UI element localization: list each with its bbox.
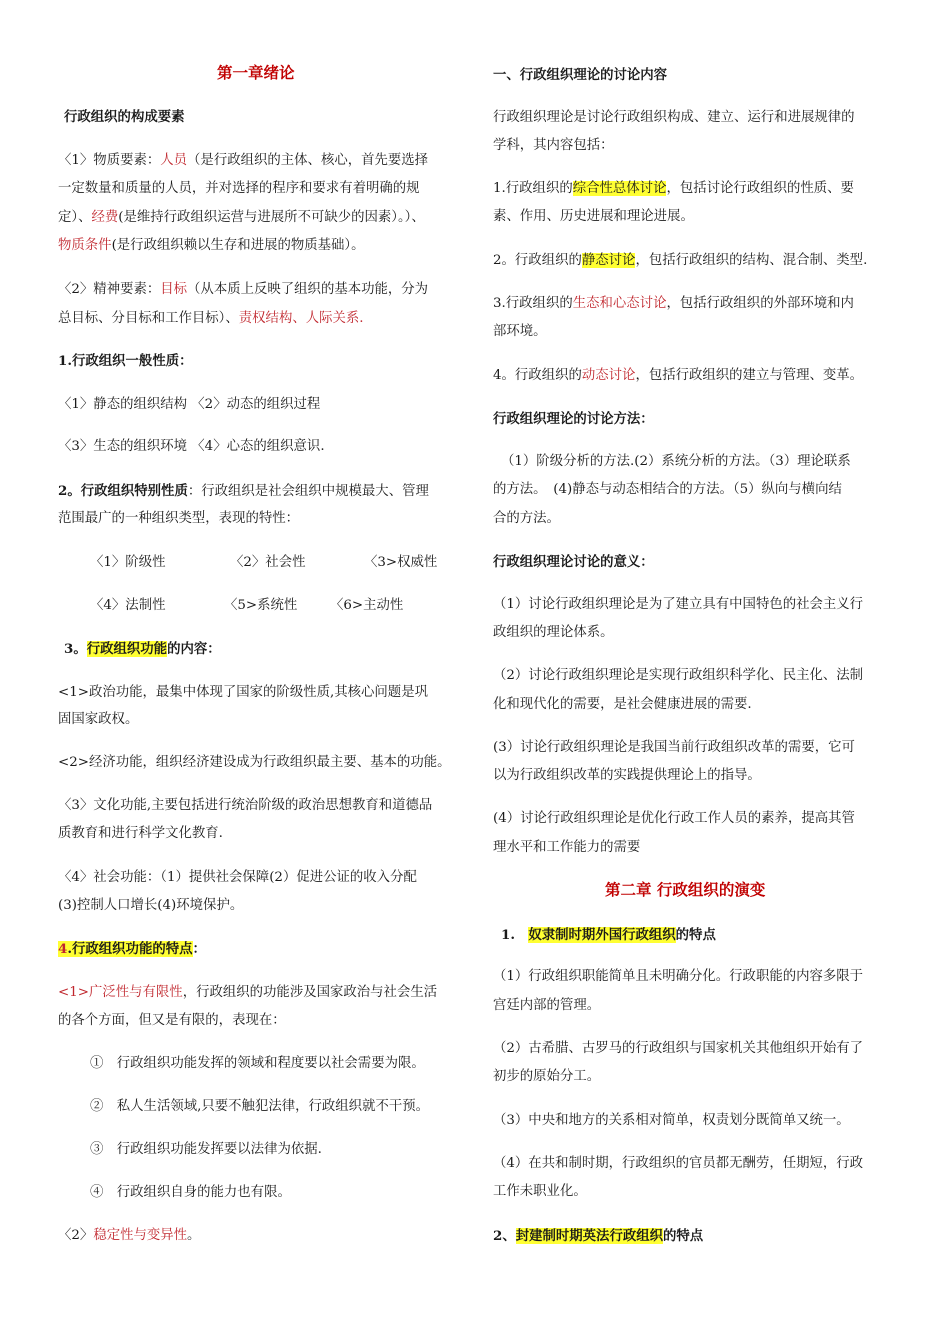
function-item-3-line-2: 质教育和进行科学文化教育. <box>58 826 223 841</box>
feature-sub-item: ④ 行政组织自身的能力也有限。 <box>90 1185 291 1200</box>
research-content-heading: 一、行政组织理论的讨论内容 <box>493 67 668 83</box>
feature-sub-item: ③ 行政组织功能发挥要以法律为依据. <box>90 1142 322 1157</box>
intro-line-1: 行政组织理论是讨论行政组织构成、建立、运行和进展规律的 <box>493 110 855 125</box>
special-nature-line-2: 范围最广的一种组织类型，表现的特性： <box>58 511 300 526</box>
method-heading: 行政组织理论的讨论方法： <box>493 411 654 427</box>
trait-item: 〈1〉阶级性 <box>90 555 166 570</box>
slavery-item-1-line-2: 宫廷内部的管理。 <box>493 998 601 1013</box>
feudal-heading: 2、封建制时期英法行政组织的特点 <box>493 1228 704 1244</box>
feature-sub-item: ① 行政组织功能发挥的领域和程度要以社会需要为限。 <box>90 1056 425 1071</box>
meaning-item-4-line-2: 理水平和工作能力的需要 <box>493 840 641 855</box>
function-item-4-line-1: 〈4〉社会功能：（1）提供社会保障(2）促进公证的收入分配 <box>58 870 417 885</box>
function-item-1-line-1: <1>政治功能，最集中体现了国家的阶级性质,其核心问题是巩 <box>58 685 428 700</box>
meaning-heading: 行政组织理论讨论的意义： <box>493 554 654 570</box>
content-item-2: 2。行政组织的静态讨论，包括行政组织的结构、混合制、类型. <box>493 253 868 268</box>
function-item-4-line-2: (3)控制人口增长(4)环境保护。 <box>58 898 244 913</box>
general-nature-heading: 1.行政组织一般性质： <box>58 353 193 369</box>
function-item-2: <2>经济功能，组织经济建设成为行政组织最主要、基本的功能。 <box>58 755 451 770</box>
method-line-1: （1）阶级分析的方法.(2）系统分析的方法。（3）理论联系 <box>501 454 851 469</box>
meaning-item-4-line-1: (4）讨论行政组织理论是优化行政工作人员的素养，提高其管 <box>493 811 855 826</box>
content-item-1-line-2: 素、作用、历史进展和理论进展。 <box>493 209 694 224</box>
trait-item: 〈4〉法制性 <box>90 598 166 613</box>
slavery-item-3: （3）中央和地方的关系相对简单，权责划分既简单又统一。 <box>493 1113 850 1128</box>
content-item-3-line-1: 3.行政组织的生态和心态讨论，包括行政组织的外部环境和内 <box>493 296 854 311</box>
chapter1-title: 第一章绪论 <box>217 63 295 82</box>
trait-item: 〈5>系统性 <box>224 598 298 613</box>
function-heading: 3。行政组织功能的内容： <box>64 641 221 657</box>
meaning-item-2-line-1: （2）讨论行政组织理论是实现行政组织科学化、民主化、法制 <box>493 668 864 683</box>
feature-heading: 4.行政组织功能的特点： <box>58 941 206 957</box>
meaning-item-3-line-2: 以为行政组织改革的实践提供理论上的指导。 <box>493 768 761 783</box>
meaning-item-2-line-2: 化和现代化的需要，是社会健康进展的需要. <box>493 697 752 712</box>
slavery-item-2-line-2: 初步的原始分工。 <box>493 1069 601 1084</box>
meaning-item-1-line-1: （1）讨论行政组织理论是为了建立具有中国特色的社会主义行 <box>493 597 864 612</box>
meaning-item-1-line-2: 政组织的理论体系。 <box>493 625 614 640</box>
material-elements-line-2: 一定数量和质量的人员，并对选择的程序和要求有着明确的规 <box>58 181 420 196</box>
elements-heading: 行政组织的构成要素 <box>64 109 185 125</box>
method-line-3: 合的方法。 <box>493 511 560 526</box>
general-nature-line-1: 〈1〉静态的组织结构 〈2〉动态的组织过程 <box>58 397 321 412</box>
intro-line-2: 学科，其内容包括： <box>493 138 614 153</box>
function-item-1-line-2: 固国家政权。 <box>58 712 139 727</box>
slavery-item-2-line-1: （2）古希腊、古罗马的行政组织与国家机关其他组织开始有了 <box>493 1041 864 1056</box>
general-nature-line-2: 〈3〉生态的组织环境 〈4〉心态的组织意识. <box>58 439 325 454</box>
slavery-item-4-line-2: 工作未职业化。 <box>493 1184 587 1199</box>
content-item-1-line-1: 1.行政组织的综合性总体讨论，包括讨论行政组织的性质、要 <box>493 181 854 196</box>
slavery-item-1-line-1: （1）行政组织职能简单且未明确分化。行政职能的内容多限于 <box>493 969 864 984</box>
special-nature-line-1: 2。行政组织特别性质：行政组织是社会组织中规模最大、管理 <box>58 483 429 499</box>
method-line-2: 的方法。 (4)静态与动态相结合的方法。（5）纵向与横向结 <box>493 482 842 497</box>
feature-item-2: 〈2〉稳定性与变异性。 <box>58 1228 201 1243</box>
spirit-elements-line-1: 〈2〉精神要素：目标（从本质上反映了组织的基本功能，分为 <box>58 282 429 297</box>
meaning-item-3-line-1: (3）讨论行政组织理论是我国当前行政组织改革的需要，它可 <box>493 740 855 755</box>
spirit-elements-line-2: 总目标、分目标和工作目标）、责权结构、人际关系. <box>58 311 364 326</box>
trait-item: 〈3>权威性 <box>364 555 438 570</box>
trait-item: 〈6>主动性 <box>330 598 404 613</box>
chapter2-title: 第二章 行政组织的演变 <box>605 880 766 899</box>
feature-item-1-line-1: <1>广泛性与有限性，行政组织的功能涉及国家政治与社会生活 <box>58 985 438 1000</box>
material-elements-line-3: 定）、经费(是维持行政组织运营与进展所不可缺少的因素）。）、 <box>58 210 425 225</box>
material-elements-line-4: 物质条件(是行政组织赖以生存和进展的物质基础）。 <box>58 238 365 253</box>
content-item-3-line-2: 部环境。 <box>493 324 547 339</box>
function-item-3-line-1: 〈3〉文化功能,主要包括进行统治阶级的政治思想教育和道德品 <box>58 798 433 813</box>
content-item-4: 4。行政组织的动态讨论，包括行政组织的建立与管理、变革。 <box>493 368 864 383</box>
feature-sub-item: ② 私人生活领域,只要不触犯法律，行政组织就不干预。 <box>90 1099 430 1114</box>
trait-item: 〈2〉社会性 <box>230 555 306 570</box>
feature-item-1-line-2: 的各个方面，但又是有限的，表现在： <box>58 1013 286 1028</box>
material-elements-line-1: 〈1〉物质要素：人员（是行政组织的主体、核心，首先要选择 <box>58 153 429 168</box>
slavery-item-4-line-1: （4）在共和制时期，行政组织的官员都无酬劳，任期短，行政 <box>493 1156 864 1171</box>
slavery-heading: 1. 奴隶制时期外国行政组织的特点 <box>501 927 716 943</box>
